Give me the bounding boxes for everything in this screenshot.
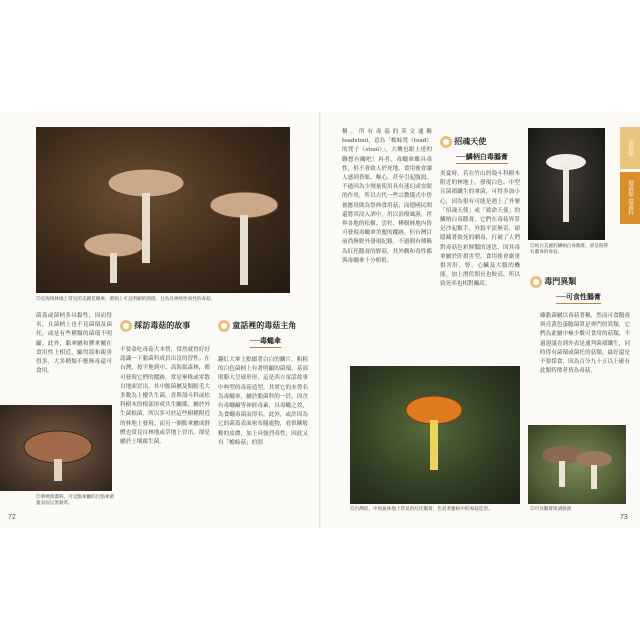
section1-title: 採訪毒菇的故事 [134, 321, 191, 331]
section2-title: 童話裡的毒菇主角 [232, 321, 297, 331]
tab-category[interactable]: 菌褶類 [620, 127, 640, 169]
section3-heading [440, 136, 486, 148]
section-bullet-icon [440, 136, 452, 148]
mushroom-illustration-3 [528, 128, 605, 240]
section3-title: 招魂天使 [454, 137, 487, 147]
page-number-left: 72 [8, 514, 16, 521]
caption-mid-photo: ◎台灣低，中海拔林地上常見的紅托鵝膏，色彩著雖較中的毒菇造型。 [350, 506, 493, 511]
mushroom-illustration [36, 127, 290, 293]
mushroom-illustration-2 [0, 405, 112, 491]
caption-bottom-right-photo: ◎可食鵝膏與酒鮮菌 [530, 506, 572, 511]
section4-title: 毒門異類 [544, 277, 577, 287]
caption-bottom-photo: ◎菜梗菌濃時，可見點傘屬的污點傘菌蓋表面呈黑黏狀。 [36, 494, 115, 505]
photo-mushrooms-forest [36, 127, 290, 293]
photo-red-amanita [350, 366, 520, 504]
section-bullet-icon [120, 320, 132, 332]
right-text-col1: 稱。所有毒菇的英文通稱toadstool，意為「蟾蜍凳（toad）的凳子（stool）」，大概也跟上述的聯想有關吧！再者，毒蠅傘雖具毒性，但不會致人於死地，食用後會讓人感到昏眩、嘔心，甚至引起腹瀉。不過因為少劑量使用具有迷幻或安眠的作用，所以古代一些宗教儀式中曾被應用做為祭典食用菇；而德國民間還將其浸入酒中，用以治療風濕。世界各地的松樹、雲杉、樺樹林地內皆可發現毒蠅傘美麗的蹤跡，但台灣目前尚無野外發現紀錄，不過倒有種稱為紅托鵝膏的野菇，其外觀和毒性都與毒蠅傘十分相似。 [342, 129, 432, 264]
left-text-col1: 菌蓋或菌柄多具黏性，因而得名，且菌柄上也不見菌環及菌托，或是有些種類的菌環不明顯。此外，黏傘屬和膠傘屬在食用性上相近，顯得溫和親善得多，大多種類不應無毒還可食用。 [36, 313, 112, 375]
caption-top-photo: ◎近海域林地上常見的美麗花瓣傘，菌柄上可見明顯的菌環，且為具神經性毒性的毒菇。 [36, 296, 216, 301]
caption-top-right-photo: ◎純白美麗的鱗柄白毒鵝膏，卻是個帶有劇毒的毒菇。 [530, 243, 609, 254]
photo-edible-amanita [528, 425, 626, 504]
section2-body: 翻紅大傘上點綴著白白的鱗片，粗粗的白色菌柄上有著明顯的菌環，基部則膨大呈球形形，這是西方童話故事中典型的毒菇造型，其實它的本尊名為毒蠅傘，屬於膽菌科的一員，因含有毒蠅鹼等神經毒素，具毒蠅之效，為食蠅毒菌而得名。此外，或許因為它的菌蓋表面密布隨處物，看似穢般蟾的皮膚，加上具強烈毒性，因此又有「蟾蜍菇」的別 [218, 357, 308, 446]
mushroom-illustration-4 [350, 366, 520, 504]
section-bullet-icon [530, 276, 542, 288]
side-tabs [620, 127, 640, 227]
page-fold [319, 112, 321, 528]
section2-subtitle: ──毒蠅傘 [250, 336, 281, 348]
section4-body: 雖膽菌屬以毒菇著稱，然而可食鵝膏與亮黃色蛋膽菌算是專門的異類，它們為此屬中極少數可食用的菇類，不過建議直到外表是通判菌褶纖生，同時得有菌環或菌托的菇類，最好還是不要採食，因為百分九十五以上確有此類特徵者皆為毒菇。 [540, 313, 630, 375]
section2-heading [218, 320, 296, 332]
section-bullet-icon [218, 320, 230, 332]
section1-body: 不要命吃毒菇大本營，常然就得好好認識一下膽菌科成員出沒的習性。在台灣，按平地到中、高海拔森林，都可發現它們的蹤跡，常見畢株或零散自地面冒出，其中膽菌屬及類膽毛大多數為上樓共生菌，喜與殼斗科或松科樹木的根部形成共生關係，屬於外生菌根菌，所以多可於這些樹種附近的林地上發現；而另一個點傘屬成群體也常見自林地或草地上冒出，卻是屬於土壤腐生菌。 [120, 347, 210, 446]
tab-family[interactable]: 環菌類‧環菌科 [620, 172, 640, 224]
section1-heading [120, 320, 190, 332]
mushroom-illustration-5 [528, 425, 626, 504]
section4-subtitle: ──可食性鵝膏 [556, 292, 601, 304]
section4-heading [530, 276, 576, 288]
photo-white-amanita [528, 128, 605, 240]
photo-slime-mushroom [0, 405, 112, 491]
page-number-right: 73 [620, 514, 628, 521]
section3-body: 炎夏時，若在竹山的殼斗科樹木附近的林地上，發現白色、中型且菌褶纖生的傘菌，可得多加小心，因為很有可能是遇上了外號「招魂天使」或「致命天使」的鱗柄白毒鵝膏。它們在毒菇界算是沙起數手，外貌平淡無奇，卻隱藏著致死的劇毒，打破了人們對毒菇色彩鮮豔的迷思，因其毒傘屬於肝損害型，食用後會嚴重損害肝、腎、心臟及大腦的機能，加上潛伏期長也較高，所以致死率也相對飆高。 [440, 171, 520, 288]
section3-subtitle: ──鱗柄白毒鵝膏 [456, 152, 508, 164]
